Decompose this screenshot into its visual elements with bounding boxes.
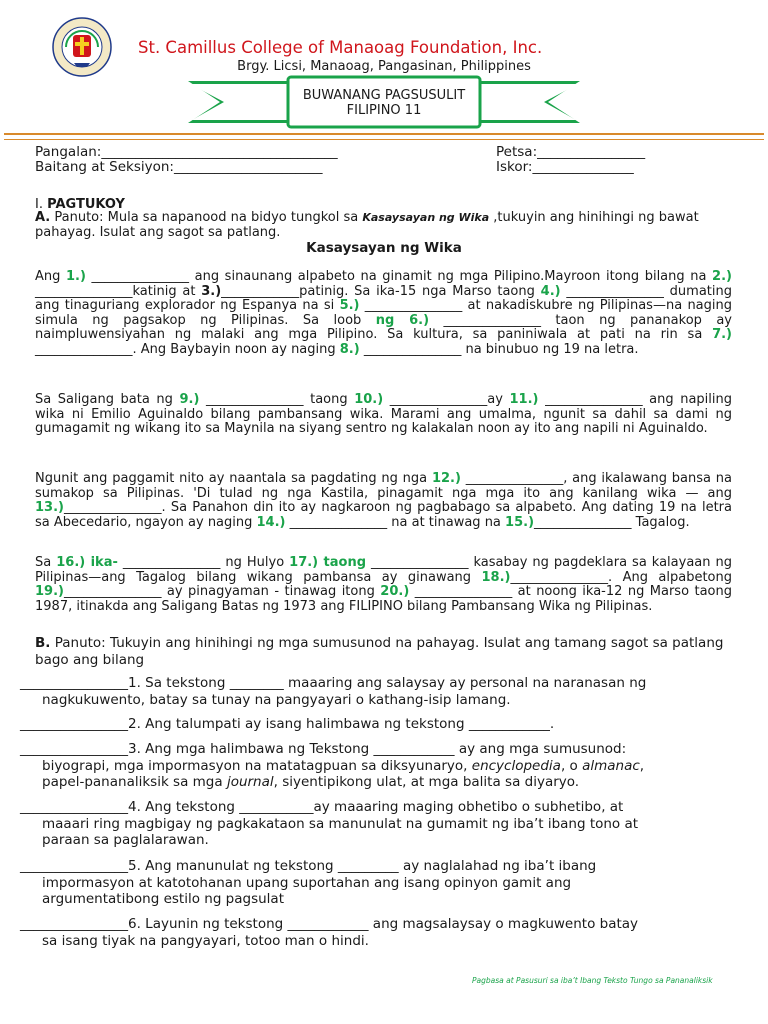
p2-text: _______________ ang napiling wika ni Emilio Aguinaldo bilang pambansang wika. Marami ang umalma, ngunit sa dahil sa dami ng gumagamit ng wikang ito sa Maynila na siyang sentro ng kalakalan noon ay ito ang napili ni Aguinaldo. xyxy=(35,392,732,436)
item-number: 14.) xyxy=(256,514,286,530)
name-field[interactable]: Pangalan:___________________________________ xyxy=(35,144,338,160)
p1-text: _______________ dumating ang tinaguriang explorador ng Espanya na si xyxy=(35,283,733,313)
instruction-video-title: Kasaysayan ng Wika xyxy=(362,211,490,224)
part-b-instruction xyxy=(35,635,732,668)
item-number: 13.) xyxy=(35,500,64,515)
q3-text: , siyentipikong ulat, at mga balita sa diyaryo. xyxy=(273,774,580,790)
question-item-3 xyxy=(20,741,732,791)
p4-text: _______________ ay pinagyaman - tinawag itong xyxy=(63,584,381,599)
question-text-cont: paraan sa paglalarawan. xyxy=(42,832,209,848)
paragraph-2 xyxy=(35,393,732,437)
q3-italic: almanac xyxy=(582,757,640,774)
item-number: 10.) xyxy=(354,392,384,407)
question-item-1 xyxy=(20,675,732,708)
paragraph-1 xyxy=(35,270,732,357)
exam-title-line1: BUWANANG PAGSUSULIT xyxy=(302,88,466,103)
question-text: ________________5. Ang manunulat ng tekstong _________ ay naglalahad ng iba’t ibang xyxy=(20,858,597,874)
item-number: 11.) xyxy=(509,392,539,407)
q3-italic: encyclopedia xyxy=(471,757,561,774)
question-text: ________________3. Ang mga halimbawa ng Tekstong ____________ ay ang mga sumusunod: xyxy=(20,741,627,757)
question-item-2 xyxy=(20,716,732,733)
p1-text: _______________ na binubuo ng 19 na letra. xyxy=(359,341,639,357)
item-number: 8.) xyxy=(339,341,360,357)
item-number: 5.) xyxy=(339,298,360,313)
p3-text: Ngunit ang paggamit nito ay naantala sa pagdating ng nga xyxy=(35,471,432,486)
part1-prefix: I. xyxy=(35,197,48,212)
question-item-6 xyxy=(20,916,732,949)
question-text-cont: maaari ring magbigay ng pagkakataon sa manunulat na gumamit ng iba’t ibang tono at xyxy=(42,815,639,832)
paragraph-3 xyxy=(35,472,732,530)
grade-section-field[interactable]: Baitang at Seksiyon:______________________ xyxy=(35,159,323,175)
header-divider-thick xyxy=(4,133,764,135)
exam-title xyxy=(288,88,480,118)
score-field[interactable]: Iskor:_______________ xyxy=(496,159,634,175)
q3-text: papel-pananaliksik sa mga xyxy=(42,774,227,790)
question-text-cont: impormasyon at katotohanan upang suportahan ang isang opinyon gamit ang xyxy=(42,874,572,891)
p1-text: _______________ ang sinaunang alpabeto na ginamit ng mga Pilipino.Mayroon itong bilang na xyxy=(85,269,713,284)
p1-text: Ang xyxy=(35,269,66,284)
question-text: ________________2. Ang talumpati ay isang halimbawa ng tekstong ____________. xyxy=(20,716,555,732)
question-item-4 xyxy=(20,799,732,849)
item-number: 4.) xyxy=(540,283,561,299)
part-b-label: B. xyxy=(35,635,51,651)
p1-text: _______________ at nakadiskubre ng Pilipinas—na naging simula ng pagsakop ng Pilipinas. Sa loob xyxy=(35,298,733,328)
item-number: 20.) xyxy=(380,584,410,599)
exam-title-line2: FILIPINO 11 xyxy=(346,103,422,118)
p3-text: _______________. Sa Panahon din ito ay nagkaroon ng pagbabago sa alpabeto. Ang dating 19 na letra sa Abecedario, ngayon ay naging xyxy=(35,500,732,530)
p1-text: _______________ taon ng pananakop ay naimpluwensiyahan ng malaki ang mga Pilipino. Sa kultura, sa paniniwala at pati na rin sa xyxy=(35,312,733,342)
item-number: 3.) xyxy=(201,283,222,299)
p1-text: ____________patinig. Sa ika-15 nga Marso taong xyxy=(221,283,541,299)
p2-text: _______________ay xyxy=(383,392,510,407)
section-title: Kasaysayan ng Wika xyxy=(306,240,462,256)
item-number: 19.) xyxy=(35,584,64,599)
q3-text: , xyxy=(639,757,645,774)
question-text-cont xyxy=(20,774,732,791)
q3-text: , o xyxy=(560,757,583,774)
part1-title: PAGTUKOY xyxy=(47,197,125,212)
item-number: 15.) xyxy=(505,514,535,530)
p2-text: _______________ taong xyxy=(199,392,355,407)
p3-text: _______________ na at tinawag na xyxy=(285,514,506,530)
p4-text: _______________. Ang alpabetong xyxy=(510,569,732,585)
item-number: 16.) ika- xyxy=(56,555,118,570)
item-number: 9.) xyxy=(179,392,200,407)
instruction-text: Panuto: Mula sa napanood na bidyo tungkol sa xyxy=(50,210,363,225)
p4-text: _______________ at noong ika-12 ng Marso taong 1987, itinakda ang Saligang Batas ng 1973 ang FILIPINO bilang Pambansang Wika ng Pilipinas. xyxy=(35,584,732,614)
school-address: Brgy. Licsi, Manaoag, Pangasinan, Philippines xyxy=(237,59,531,74)
p3-text: _______________ Tagalog. xyxy=(534,514,690,530)
part1-instruction xyxy=(35,211,732,240)
question-text: ________________4. Ang tekstong ___________ay maaaring maging obhetibo o subhetibo, at xyxy=(20,799,624,815)
part-b-instruction-text: Panuto: Tukuyin ang hinihingi ng mga sumusunod na pahayag. Isulat ang tamang sagot sa patlang bago ang bilang xyxy=(35,635,724,668)
page-footer: Pagbasa at Pasusuri sa iba’t Ibang Teksto Tungo sa Pananaliksik xyxy=(472,976,713,985)
item-number: 18.) xyxy=(481,569,511,585)
p1-text: _______________. Ang Baybayin noon ay naging xyxy=(35,341,340,357)
instruction-text-end: ,tukuyin ang hinihingi ng bawat pahayag. Isulat ang sagot sa patlang. xyxy=(35,210,699,240)
p4-text: _______________ ng Hulyo xyxy=(117,555,290,570)
p4-text: Sa xyxy=(35,555,57,570)
question-text: ________________6. Layunin ng tekstong ____________ ang magsalaysay o magkuwento batay xyxy=(20,916,639,932)
school-name: St. Camillus College of Manaoag Foundation, Inc. xyxy=(138,38,543,57)
item-number: ng 6.) xyxy=(375,312,430,328)
question-text-cont: sa isang tiyak na pangyayari, totoo man o hindi. xyxy=(42,932,369,949)
header-divider-thin xyxy=(4,139,764,140)
q3-text: biyograpi, mga impormasyon na matatagpuan sa diksyunaryo, xyxy=(42,757,472,774)
question-text: ________________1. Sa tekstong ________ maaaring ang salaysay ay personal na naranasan ng xyxy=(20,675,647,691)
item-number: 12.) xyxy=(431,471,461,486)
p1-text: _______________katinig at xyxy=(35,283,202,299)
p2-text: Sa Saligang bata ng xyxy=(35,392,180,407)
p4-text: _______________ kasabay ng pagdeklara sa kalayaan ng Pilipinas—ang Tagalog bilang wikang pambansa ay ginawang xyxy=(35,555,732,585)
date-field[interactable]: Petsa:________________ xyxy=(496,144,646,160)
question-item-5 xyxy=(20,858,732,908)
item-number: 2.) xyxy=(712,269,732,284)
paragraph-4 xyxy=(35,556,732,614)
item-number: 1.) xyxy=(65,269,86,284)
question-text-cont: nagkukuwento, batay sa tunay na pangyayari o kathang-isip lamang. xyxy=(42,691,511,708)
question-text-cont: argumentatibong estilo ng pagsulat xyxy=(42,891,284,907)
q3-italic: journal xyxy=(226,774,274,790)
item-number: 17.) taong xyxy=(289,555,366,570)
item-number: 7.) xyxy=(712,327,732,342)
p3-text: _______________, ang ikalawang bansa na sumakop sa Pilipinas. 'Di tulad ng nga Kastila, pinagamit nga mga ito ang kanilang wika — ang xyxy=(35,471,732,501)
question-text-cont xyxy=(20,758,732,775)
part-a-label: A. xyxy=(35,210,51,225)
